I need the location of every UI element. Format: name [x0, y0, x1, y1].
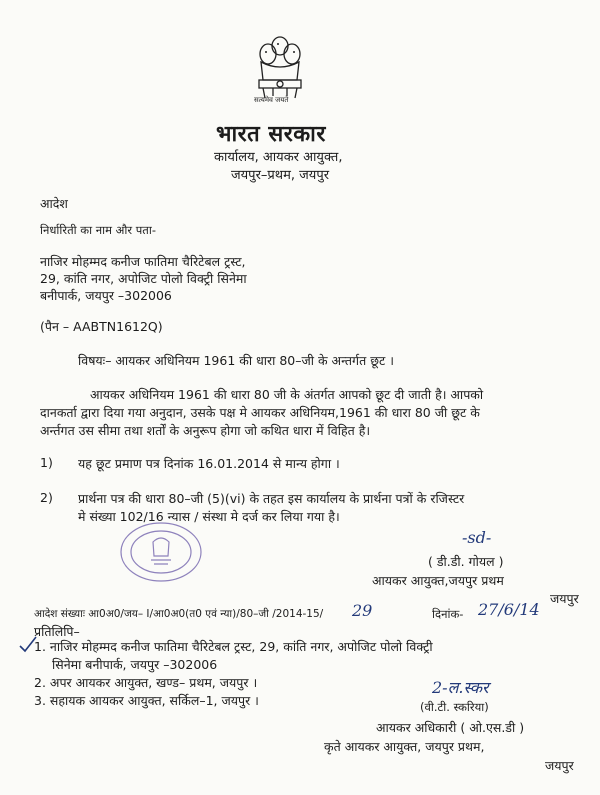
national-emblem-icon — [249, 32, 311, 104]
point-text: प्रार्थना पत्र की धारा 80–जी (5)(vi) के तहत इस कार्यालय के प्रार्थना पत्रों के रजिस्टर — [78, 491, 465, 506]
point-text: यह छूट प्रमाण पत्र दिनांक 16.01.2014 से मान्य होगा । — [78, 456, 340, 471]
signatory-designation: आयकर अधिकारी ( ओ.एस.डी ) — [376, 720, 525, 735]
office-seal-stamp-icon — [118, 520, 204, 584]
order-number: आदेश संख्याः आ0अ0/जय– I/आ0अ0(त0 एवं न्या)/80–जी /2014-15/ — [34, 608, 324, 620]
government-title: भारत सरकार — [216, 122, 326, 147]
copy-line: सिनेमा बनीपार्क, जयपुर –302006 — [52, 657, 218, 672]
address-line: नाजिर मोहम्मद कनीज फातिमा चैरिटेबल ट्रस्ट, — [40, 254, 246, 269]
body-line: आयकर अधिनियम 1961 की धारा 80 जी के अंतर्गत आपको छूट दी जाती है। आपको — [90, 387, 484, 402]
date-label: दिनांक- — [432, 607, 464, 621]
signatory-name: ( डी.डी. गोयल ) — [428, 554, 504, 569]
office-name: कार्यालय, आयकर आयुक्त, — [214, 150, 343, 165]
handwritten-signature: 2-ल.स्कर — [432, 678, 489, 697]
signatory-city: जयपुर — [545, 758, 574, 773]
copy-line: 3. सहायक आयकर आयुक्त, सर्किल–1, जयपुर । — [34, 693, 259, 708]
address-line: 29, कांति नगर, अपोजिट पोलो विक्ट्री सिनेमा — [40, 271, 247, 286]
order-label: आदेश — [40, 196, 68, 211]
handwritten-signature: -sd- — [462, 528, 492, 547]
signatory-city: जयपुर — [550, 591, 579, 606]
assessee-label: निर्धारिती का नाम और पता- — [40, 223, 156, 237]
point-number: 1) — [40, 455, 53, 470]
pan-number: (पैन – AABTN1612Q) — [40, 319, 163, 334]
body-line: अर्न्तगत उस सीमा तथा शर्तों के अनुरूप होगा जो कथित धारा में विहित है। — [40, 423, 371, 438]
copy-line: 1. नाजिर मोहम्मद कनीज फातिमा चैरिटेबल ट्रस्ट, 29, कांति नगर, अपोजिट पोलो विक्ट्री — [34, 639, 433, 654]
copy-to-label: प्रतिलिपि– — [34, 624, 80, 639]
signatory-name: (वी.टी. स्करिया) — [420, 700, 489, 714]
copy-line: 2. अपर आयकर आयुक्त, खण्ड– प्रथम, जयपुर । — [34, 675, 258, 690]
point-text: मे संख्या 102/16 न्यास / संस्था मे दर्ज कर लिया गया है। — [78, 509, 340, 524]
emblem-motto: सत्यमेव जयते — [254, 96, 289, 104]
body-line: दानकर्ता द्वारा दिया गया अनुदान, उसके पक्ष मे आयकर अधिनियम,1961 की धारा 80 जी छूट के — [40, 405, 480, 420]
point-number: 2) — [40, 490, 53, 505]
office-location: जयपुर–प्रथम, जयपुर — [231, 168, 330, 183]
handwritten-order-number: 29 — [352, 601, 373, 620]
address-line: बनीपार्क, जयपुर –302006 — [40, 288, 172, 303]
signatory-designation: आयकर आयुक्त,जयपुर प्रथम — [372, 573, 504, 588]
subject-line: विषयः– आयकर अधिनियम 1961 की धारा 80–जी के अन्तर्गत छूट । — [78, 353, 394, 368]
signatory-on-behalf: कृते आयकर आयुक्त, जयपुर प्रथम, — [324, 739, 485, 754]
handwritten-date: 27/6/14 — [478, 600, 540, 619]
